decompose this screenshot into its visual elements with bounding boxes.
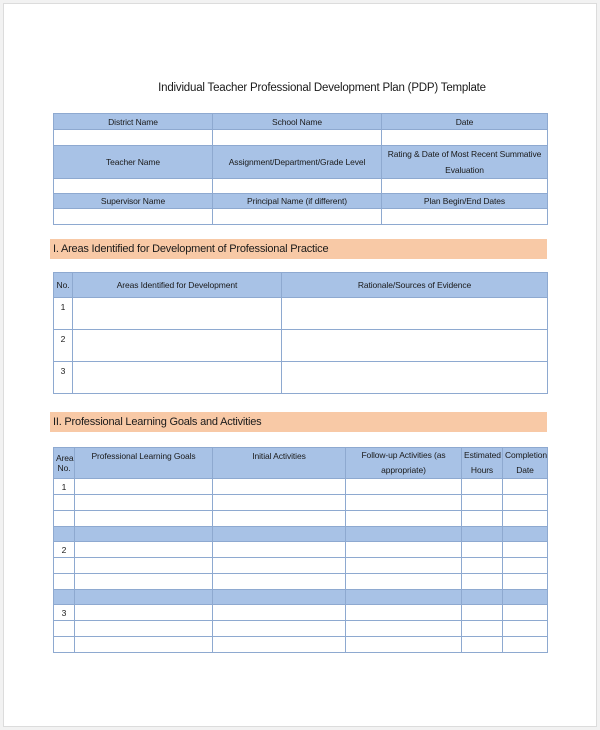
- separator-cell: [54, 590, 75, 605]
- date-field[interactable]: [382, 130, 548, 146]
- completion-field[interactable]: [503, 574, 548, 590]
- area-number: 3: [54, 605, 75, 621]
- col-area-no: Area No.: [54, 448, 75, 479]
- row-number: 2: [54, 330, 73, 362]
- area-number: 1: [54, 479, 75, 495]
- table-cell: [54, 621, 75, 637]
- table-cell: [54, 495, 75, 511]
- goal-field[interactable]: [75, 605, 213, 621]
- completion-field[interactable]: [503, 558, 548, 574]
- goal-field[interactable]: [75, 621, 213, 637]
- goal-field[interactable]: [75, 479, 213, 495]
- separator-cell: [462, 527, 503, 542]
- goal-field[interactable]: [75, 511, 213, 527]
- separator-cell: [503, 590, 548, 605]
- followup-field[interactable]: [346, 495, 462, 511]
- separator-cell: [54, 527, 75, 542]
- initial-field[interactable]: [213, 621, 346, 637]
- followup-field[interactable]: [346, 637, 462, 653]
- plan-dates-label: Plan Begin/End Dates: [382, 194, 548, 209]
- completion-field[interactable]: [503, 511, 548, 527]
- goal-field[interactable]: [75, 542, 213, 558]
- rationale-field[interactable]: [282, 362, 548, 394]
- completion-field[interactable]: [503, 637, 548, 653]
- hours-field[interactable]: [462, 511, 503, 527]
- initial-field[interactable]: [213, 574, 346, 590]
- initial-field[interactable]: [213, 558, 346, 574]
- plan-dates-field[interactable]: [382, 209, 548, 225]
- school-name-field[interactable]: [213, 130, 382, 146]
- table-cell: [54, 637, 75, 653]
- area-field[interactable]: [73, 330, 282, 362]
- initial-field[interactable]: [213, 479, 346, 495]
- assignment-field[interactable]: [213, 179, 382, 194]
- areas-table: [53, 272, 548, 394]
- separator-cell: [346, 527, 462, 542]
- separator-cell: [213, 590, 346, 605]
- completion-field[interactable]: [503, 495, 548, 511]
- area-field[interactable]: [73, 298, 282, 330]
- hours-field[interactable]: [462, 558, 503, 574]
- hours-field[interactable]: [462, 495, 503, 511]
- goal-field[interactable]: [75, 495, 213, 511]
- table-cell: [54, 511, 75, 527]
- col-initial: Initial Activities: [213, 448, 346, 479]
- col-hours: Estimated Hours: [462, 448, 503, 479]
- goal-field[interactable]: [75, 637, 213, 653]
- followup-field[interactable]: [346, 621, 462, 637]
- principal-name-label: Principal Name (if different): [213, 194, 382, 209]
- initial-field[interactable]: [213, 542, 346, 558]
- teacher-name-label: Teacher Name: [54, 146, 213, 179]
- hours-field[interactable]: [462, 637, 503, 653]
- table-cell: [54, 574, 75, 590]
- followup-field[interactable]: [346, 558, 462, 574]
- supervisor-name-label: Supervisor Name: [54, 194, 213, 209]
- col-goals: Professional Learning Goals: [75, 448, 213, 479]
- district-name-field[interactable]: [54, 130, 213, 146]
- hours-field[interactable]: [462, 605, 503, 621]
- table-cell: [54, 558, 75, 574]
- followup-field[interactable]: [346, 605, 462, 621]
- page-title: Individual Teacher Professional Development Plan (PDP) Template: [158, 82, 486, 94]
- col-no: No.: [54, 273, 73, 298]
- principal-name-field[interactable]: [213, 209, 382, 225]
- teacher-name-field[interactable]: [54, 179, 213, 194]
- hours-field[interactable]: [462, 574, 503, 590]
- completion-field[interactable]: [503, 605, 548, 621]
- goal-field[interactable]: [75, 558, 213, 574]
- date-label: Date: [382, 114, 548, 130]
- hours-field[interactable]: [462, 479, 503, 495]
- followup-field[interactable]: [346, 479, 462, 495]
- initial-field[interactable]: [213, 637, 346, 653]
- followup-field[interactable]: [346, 574, 462, 590]
- hours-field[interactable]: [462, 542, 503, 558]
- initial-field[interactable]: [213, 511, 346, 527]
- col-completion: Completion Date: [503, 448, 548, 479]
- separator-cell: [462, 590, 503, 605]
- completion-field[interactable]: [503, 621, 548, 637]
- rationale-field[interactable]: [282, 298, 548, 330]
- followup-field[interactable]: [346, 542, 462, 558]
- rating-date-label: Rating & Date of Most Recent Summative Evaluation: [382, 146, 548, 179]
- supervisor-name-field[interactable]: [54, 209, 213, 225]
- col-areas: Areas Identified for Development: [73, 273, 282, 298]
- col-rationale: Rationale/Sources of Evidence: [282, 273, 548, 298]
- school-name-label: School Name: [213, 114, 382, 130]
- separator-cell: [346, 590, 462, 605]
- col-followup: Follow-up Activities (as appropriate): [346, 448, 462, 479]
- assignment-label: Assignment/Department/Grade Level: [213, 146, 382, 179]
- area-field[interactable]: [73, 362, 282, 394]
- section-1-heading: I. Areas Identified for Development of Professional Practice: [50, 239, 547, 259]
- goals-table: [53, 447, 548, 653]
- section-2-heading: II. Professional Learning Goals and Activities: [50, 412, 547, 432]
- completion-field[interactable]: [503, 542, 548, 558]
- row-number: 1: [54, 298, 73, 330]
- area-number: 2: [54, 542, 75, 558]
- completion-field[interactable]: [503, 479, 548, 495]
- initial-field[interactable]: [213, 495, 346, 511]
- separator-cell: [503, 527, 548, 542]
- hours-field[interactable]: [462, 621, 503, 637]
- separator-cell: [75, 590, 213, 605]
- info-table: [53, 113, 548, 225]
- goal-field[interactable]: [75, 574, 213, 590]
- initial-field[interactable]: [213, 605, 346, 621]
- followup-field[interactable]: [346, 511, 462, 527]
- separator-cell: [75, 527, 213, 542]
- rating-date-field[interactable]: [382, 179, 548, 194]
- district-name-label: District Name: [54, 114, 213, 130]
- rationale-field[interactable]: [282, 330, 548, 362]
- row-number: 3: [54, 362, 73, 394]
- separator-cell: [213, 527, 346, 542]
